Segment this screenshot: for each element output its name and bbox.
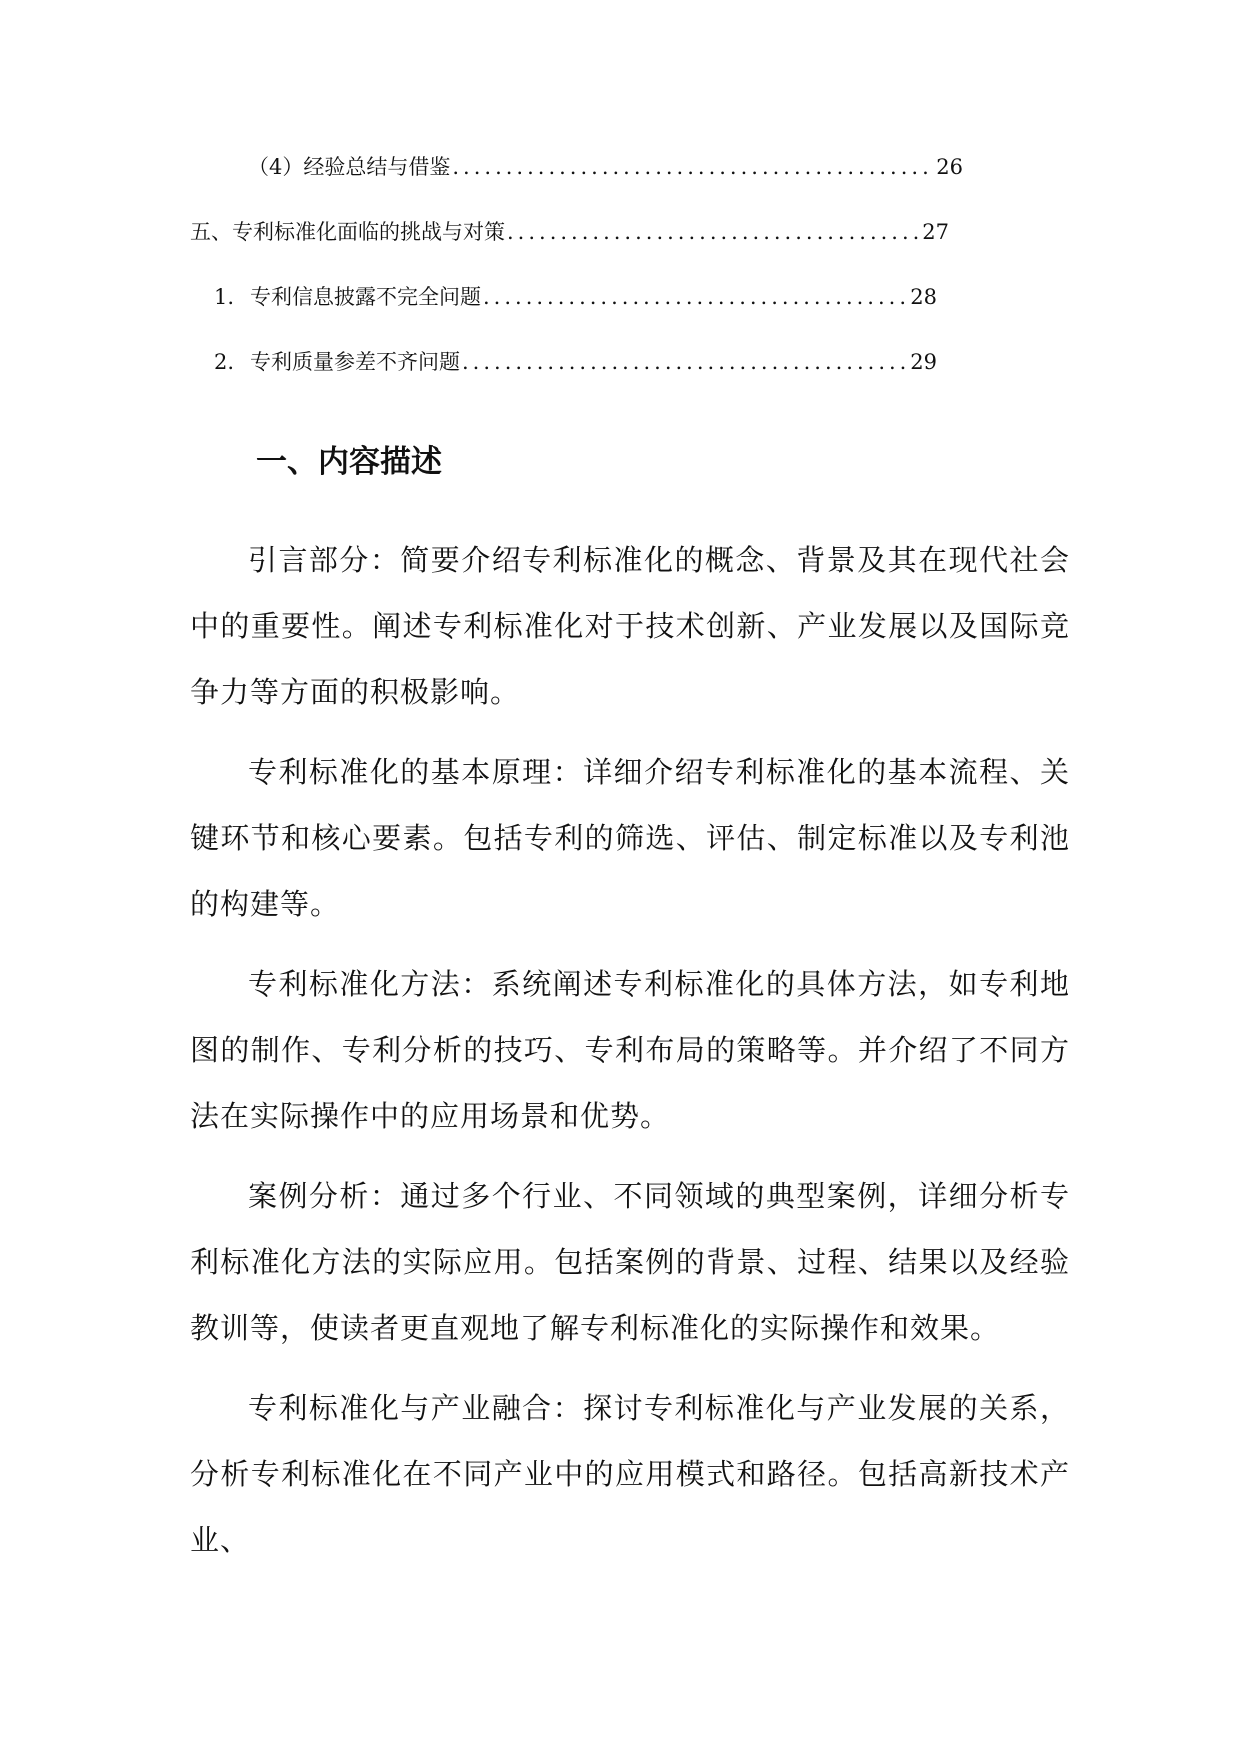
toc-entry-title: 专利质量参差不齐问题 <box>250 350 460 374</box>
body-paragraph: 专利标准化方法：系统阐述专利标准化的具体方法，如专利地图的制作、专利分析的技巧、专利布局的策略等。并介绍了不同方法在实际操作中的应用场景和优势。 <box>190 967 1070 1133</box>
toc-entry-title: 专利信息披露不完全问题 <box>250 285 481 309</box>
toc-entry-number: 1. <box>214 285 235 309</box>
toc-entry[interactable] <box>248 153 963 181</box>
toc-entry-number: 2. <box>214 350 235 374</box>
toc-leader-dots <box>481 283 908 311</box>
body-paragraph: 案例分析：通过多个行业、不同领域的典型案例，详细分析专利标准化方法的实际应用。包括案例的背景、过程、结果以及经验教训等，使读者更直观地了解专利标准化的实际操作和效果。 <box>190 1179 1070 1345</box>
toc-entry-page: 27 <box>922 220 949 244</box>
body-paragraph: 专利标准化与产业融合：探讨专利标准化与产业发展的关系，分析专利标准化在不同产业中的应用模式和路径。包括高新技术产业、 <box>190 1391 1070 1557</box>
toc-entry[interactable] <box>190 218 949 246</box>
section-body <box>190 527 1070 1587</box>
toc-leader-dots <box>450 153 934 181</box>
body-paragraph: 引言部分：简要介绍专利标准化的概念、背景及其在现代社会中的重要性。阐述专利标准化对于技术创新、产业发展以及国际竞争力等方面的积极影响。 <box>190 543 1070 709</box>
toc-entry-title: 五、专利标准化面临的挑战与对策 <box>190 220 505 244</box>
section-heading: 一、内容描述 <box>256 444 442 480</box>
toc-entry-page: 26 <box>936 155 963 179</box>
toc-entry-title: （4）经验总结与借鉴 <box>248 155 451 179</box>
toc-entry[interactable] <box>214 283 937 311</box>
toc-entry-page: 28 <box>910 285 937 309</box>
toc-leader-dots <box>505 218 920 246</box>
body-paragraph: 专利标准化的基本原理：详细介绍专利标准化的基本流程、关键环节和核心要素。包括专利的筛选、评估、制定标准以及专利池的构建等。 <box>190 755 1070 921</box>
toc-entry-page: 29 <box>910 350 937 374</box>
toc-entry[interactable] <box>214 348 937 376</box>
toc-leader-dots <box>460 348 908 376</box>
